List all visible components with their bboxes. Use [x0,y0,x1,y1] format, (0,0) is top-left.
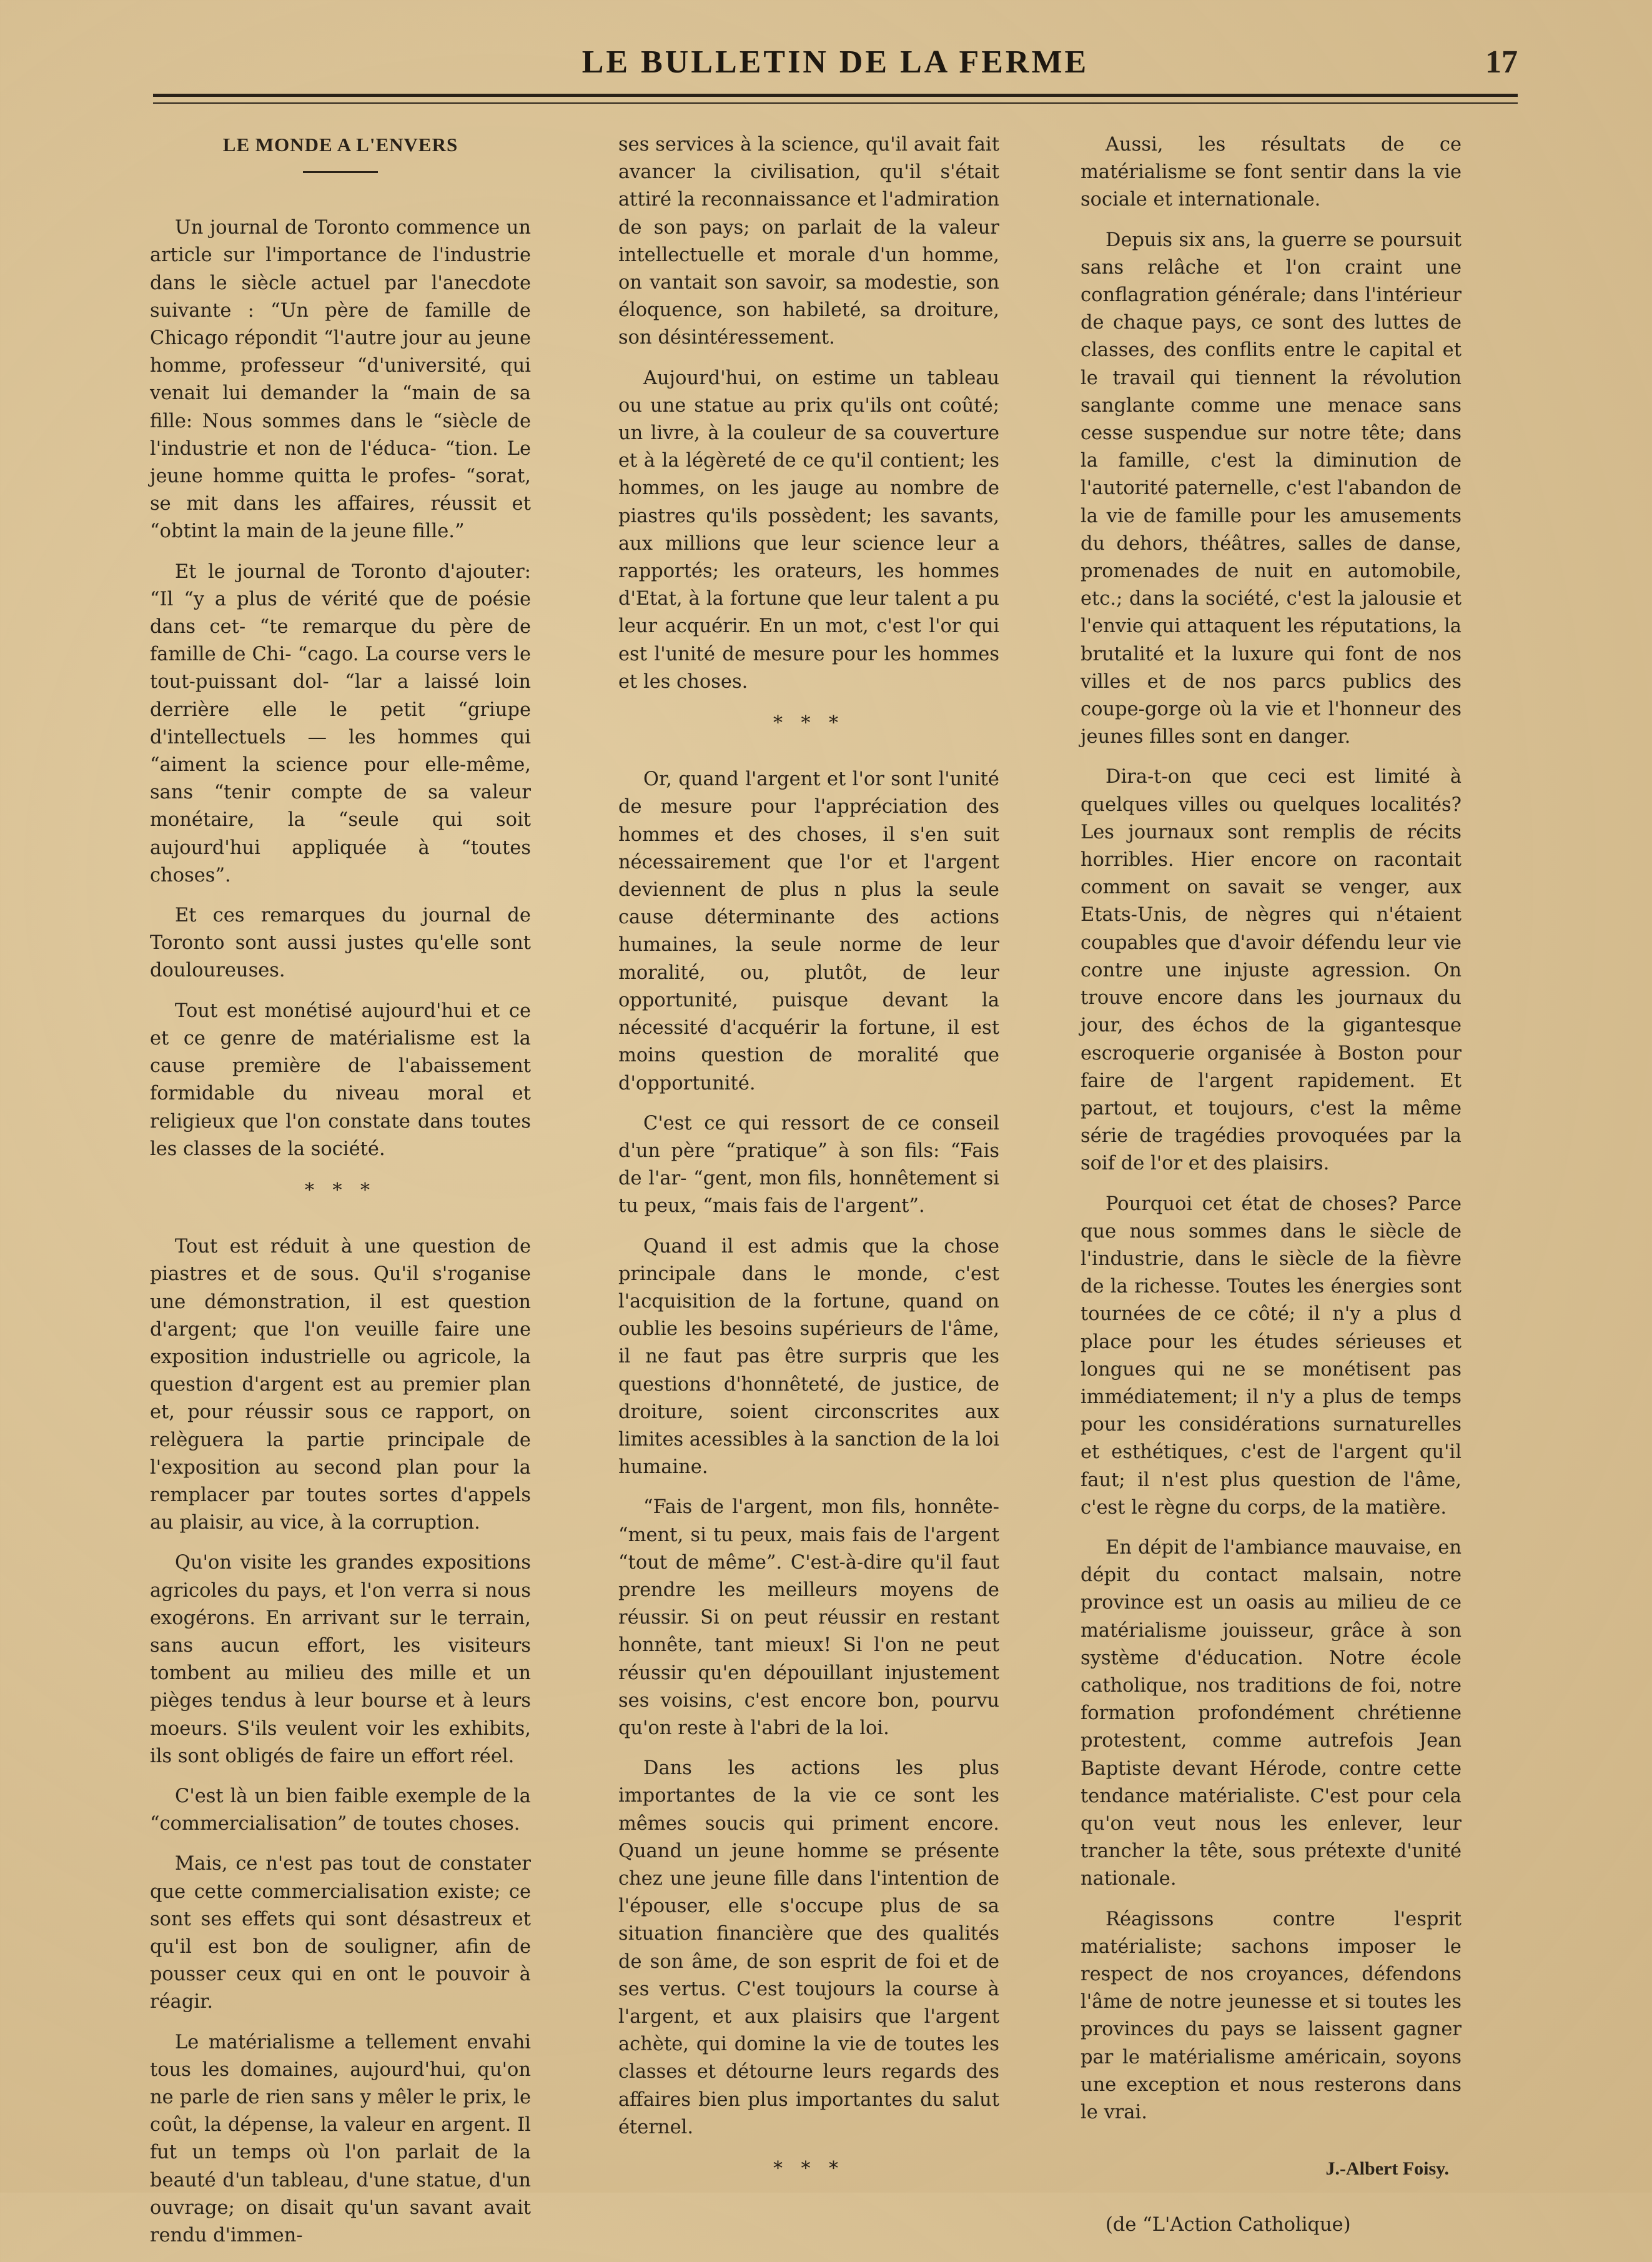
page-number: 17 [1485,44,1518,80]
paragraph: ses services à la science, qu'il avait fait avancer la civilisation, qu'il s'était attiré la reconnaissance et l'admiration de son pays; on parlait de la valeur intellectuelle et morale d'un homme, on vantait son savoir, sa modestie, son éloquence, son habileté, sa droiture, son désintéressement. [618,134,999,349]
paragraph: Réagissons contre l'esprit matérialiste; sachons imposer le respect de nos croyances, défendons l'âme de notre jeunesse et si toutes les provinces du pays se laissent gagner par le matérialisme américain, soyons une exception et nous resterons dans le vrai. [1081,1908,1462,2124]
header-rule-thin [153,102,1518,104]
paragraph: Qu'on visite les grandes expositions agricoles du pays, et l'on verra si nous exogérons. En arrivant sur le terrain, sans aucun effort, les visiteurs tombent au milieu des mille et un pièges tendus à leur bourse et à leurs moeurs. S'ils veulent voir les exhibits, ils sont obligés de faire un effort réel. [150,1552,531,1767]
paragraph: Tout est monétisé aujourd'hui et ce et ce genre de matérialisme est la cause première de l'abaissement formidable du niveau moral et religieux que l'on constate dans toutes les classes de la société. [150,1000,531,1160]
section-separator: * * * [773,712,845,735]
paragraph: Dira-t-on que ceci est limité à quelques villes ou quelques localités? Les journaux sont remplis de récits horribles. Hier encore on racontait comment on savait se venger, aux Etats-Unis, de nègres qui n'étaient coupables que d'avoir défendu leur vie contre une injuste agression. On trouve encore dans les journaux du jour, des échos de la gigantesque escroquerie organisée à Boston pour faire de l'argent rapidement. Et partout, et toujours, c'est la même série de tragédies provoquées par la soif de l'or et des plaisirs. [1081,766,1462,1175]
masthead [153,44,1518,94]
header-rule-thick [153,94,1518,97]
paragraph: Tout est réduit à une question de piastres et de sous. Qu'il s'roganise une démonstration, il est question d'argent; que l'on veuille faire une exposition industrielle ou agricole, la question d'argent est au premier plan et, pour réussir sous ce rapport, on relèguera la partie principale de l'exposition au second plan pour la remplacer par toutes sortes d'appels au plaisir, au vice, à la corruption. [150,1236,531,1534]
article-title: LE MONDE A L'ENVERS [222,134,458,156]
paragraph: C'est ce qui ressort de ce conseil d'un père “pratique” à son fils: “Fais de l'ar- “gent, mon fils, honnêtement si tu peux, “mais fais de l'argent”. [618,1112,999,1218]
section-separator: * * * [304,1179,377,1201]
section-separator: * * * [773,2158,845,2180]
paragraph: Mais, ce n'est pas tout de constater que cette commercialisation existe; ce sont ses effets qui sont désastreux et qu'il est bon de souligner, afin de pousser ceux qui en ont le pouvoir à réagir. [150,1853,531,2013]
paragraph: En dépit de l'ambiance mauvaise, en dépit du contact malsain, notre province est un oasis au milieu de ce matérialisme jouisseur, grâce à son système d'éducation. Notre école catholique, nos traditions de foi, notre formation profondément chrétienne protestent, comme autrefois Jean Baptiste devant Hérode, contre cette tendance matérialiste. C'est pour cela qu'on veut nous les enlever, leur trancher la tête, sous prétexte d'unité nationale. [1081,1536,1462,1890]
paragraph: Pourquoi cet état de choses? Parce que nous sommes dans le siècle de l'industrie, dans le siècle de la fièvre de la richesse. Toutes les énergies sont tournées de ce côté; il n'y a plus d place pour les études sérieuses et longues qui ne se monétisent pas immédiatement; il n'y a plus de temps pour les considérations surnaturelles et esthétiques, c'est de l'argent qu'il faut; il n'est plus question de l'âme, c'est le règne du corps, de la matière. [1081,1193,1462,1519]
source-credit: (de “L'Action Catholique) [1105,2214,1351,2236]
paragraph: Quand il est admis que la chose principale dans le monde, c'est l'acquisition de la fortune, quand on oublie les besoins supérieurs de l'âme, il ne faut pas être surpris que les questions d'honnêteté, de justice, de droiture, soient circonscrites aux limites acessibles à la sanction de la loi humaine. [618,1235,999,1479]
paragraph: Le matérialisme a tellement envahi tous les domaines, aujourd'hui, qu'on ne parle de rien sans y mêler le prix, le coût, la dépense, la valeur en argent. Il fut un temps où l'on parlait de la beauté d'un tableau, d'une statue, d'un ouvrage; on disait qu'un savant avait rendu d'immen- [150,2031,531,2247]
author-signature: J.-Albert Foisy. [1325,2158,1449,2180]
column-3 [1081,131,1462,2252]
paragraph: Un journal de Toronto commence un article sur l'importance de l'industrie dans le siècle actuel par l'anecdote suivante : “Un père de famille de Chicago répondit “l'autre jour au jeune homme, professeur “d'université, qui venait lui demander la “main de sa fille: Nous sommes dans le “siècle de l'industrie et non de l'éduca- “tion. Le jeune homme quitta le profes- “sorat, se mit dans les affaires, réussit et “obtint la main de la jeune fille.” [150,217,531,543]
paragraph: Et ces remarques du journal de Toronto sont aussi justes qu'elle sont douloureuses. [150,905,531,982]
newspaper-title: LE BULLETIN DE LA FERME [581,44,1089,80]
paragraph: Depuis six ans, la guerre se poursuit sans relâche et l'on craint une conflagration générale; dans l'intérieur de chaque pays, ce sont des luttes de classes, des conflits entre le capital et le travail qui tiennent la révolution sanglante comme une menace sans cesse suspendue sur notre tête; dans la famille, c'est la diminution de l'autorité paternelle, c'est l'abandon de la vie de famille pour les amusements du dehors, théâtres, salles de danse, promenades de nuit en automobile, etc.; dans la société, c'est la jalousie et l'envie qui attaquent les réputations, la brutalité et la luxure qui font de nos villes et de nos parcs publics des coupe-gorge où la vie et l'honneur des jeunes filles sont en danger. [1081,229,1462,748]
paragraph: Aujourd'hui, on estime un tableau ou une statue au prix qu'ils ont coûté; un livre, à la couleur de sa couverture et à la légèreté de ce qu'il contient; les hommes, on les jauge au nombre de piastres qu'ils possèdent; les savants, aux millions que leur science leur a rapportés; les orateurs, les hommes d'Etat, à la fortune que leur talent a pu leur acquérir. En un mot, c'est l'or qui est l'unité de mesure pour les hommes et les choses. [618,367,999,693]
paragraph: Dans les actions les plus importantes de la vie ce sont les mêmes soucis qui priment encore. Quand un jeune homme se présente chez une jeune fille dans l'intention de l'épouser, elle s'occupe plus de sa situation financière que des qualités de son âme, de son esprit de foi et de ses vertus. C'est toujours la course à l'argent, et aux plaisirs que l'argent achète, qui domine la vie de toutes les classes et détourne leurs regards des affaires bien plus importantes du salut éternel. [618,1757,999,2138]
column-2 [618,131,999,2211]
paragraph: C'est là un bien faible exemple de la “commercialisation” de toutes choses. [150,1785,531,1835]
column-1 [150,131,531,2262]
paragraph: Aussi, les résultats de ce matérialisme se font sentir dans la vie sociale et internationale. [1081,134,1462,211]
paragraph: “Fais de l'argent, mon fils, honnête- “ment, si tu peux, mais fais de l'argent “tout de même”. C'est-à-dire qu'il faut prendre les meilleurs moyens de réussir. Si on peut réussir en restant honnête, tant mieux! Si l'on ne peut réussir qu'en dépouillant injustement ses voisins, c'est encore bon, pourvu qu'on reste à l'abri de la loi. [618,1496,999,1739]
paragraph: Et le journal de Toronto d'ajouter: “Il “y a plus de vérité que de poésie dans cet- “te remarque du père de famille de Chi- “cago. La course vers le tout-puissant dol- “lar a laissé loin derrière elle le petit “griupe d'intellectuels — les hommes qui “aiment la science pour elle-même, sans “tenir compte de sa valeur monétaire, la “seule qui soit aujourd'hui appliquée à “toutes choses”. [150,560,531,886]
title-rule [303,171,378,173]
paragraph: Or, quand l'argent et l'or sont l'unité de mesure pour l'appréciation des hommes et des choses, il s'en suit nécessairement que l'or et l'argent deviennent de plus n plus la seule cause déterminante des actions humaines, la seule norme de leur moralité, ou, plutôt, de leur opportunité, puisque devant la nécessité d'acquérir la fortune, il est moins question de moralité que d'opportunité. [618,768,999,1094]
